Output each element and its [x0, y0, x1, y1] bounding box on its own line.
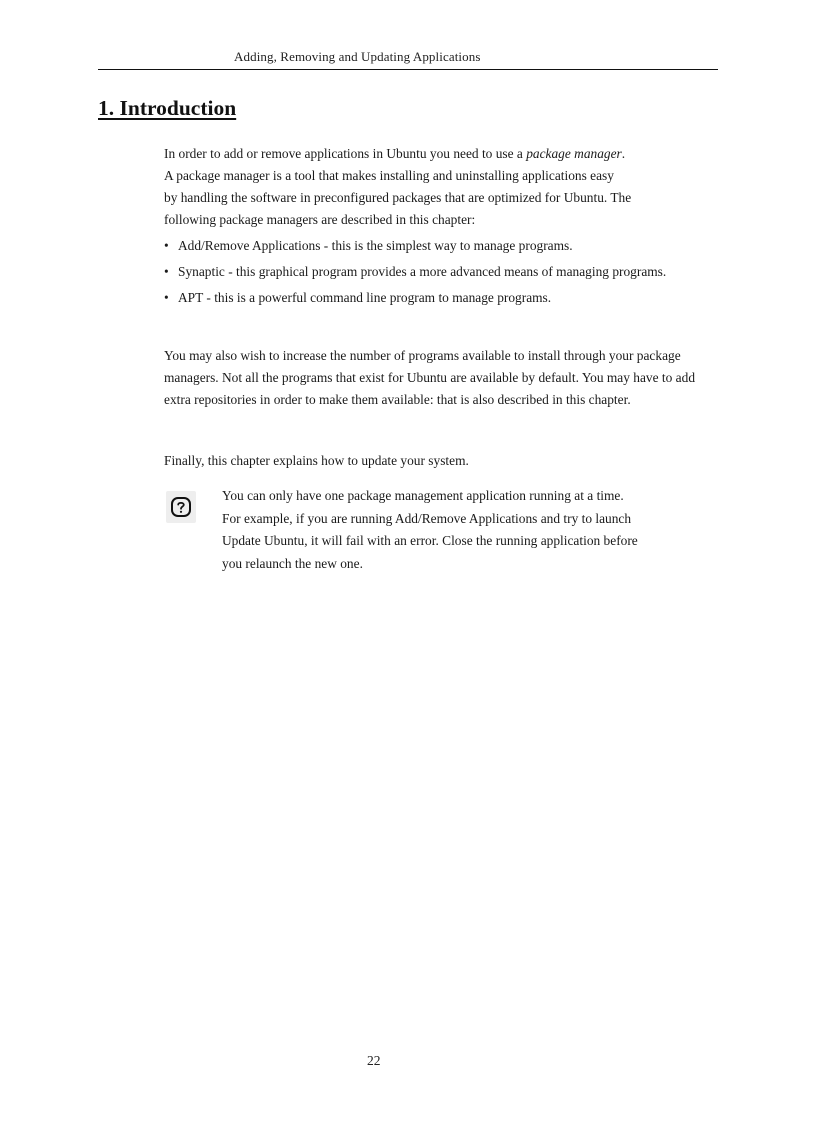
list-item-text: Add/Remove Applications - this is the simplest way to manage programs.: [178, 238, 573, 253]
bullet: •: [164, 264, 169, 279]
intro-line-2: A package manager is a tool that makes installing and uninstalling applications easy: [164, 168, 614, 183]
update-paragraph: Finally, this chapter explains how to update your system.: [164, 453, 469, 468]
intro-paragraph: [164, 143, 720, 231]
note-line-1: You can only have one package management application running at a time.: [222, 488, 624, 503]
package-manager-term: package manager: [526, 146, 622, 161]
question-mark-icon: [170, 496, 192, 518]
intro-line-4: following package managers are described in this chapter:: [164, 212, 476, 227]
list-item: [164, 287, 720, 309]
intro-line-1-text: In order to add or remove applications in Ubuntu you need to use a: [164, 146, 527, 161]
header-rule: [98, 69, 718, 70]
note-line-4: you relaunch the new one.: [222, 555, 363, 571]
note-icon-frame: [166, 491, 196, 523]
package-manager-list: [164, 235, 720, 313]
note-box: [164, 485, 720, 577]
list-item: [164, 261, 720, 283]
note-text: [222, 485, 720, 575]
list-item-text: APT - this is a powerful command line program to manage programs.: [178, 290, 552, 305]
list-item: [164, 235, 720, 257]
intro-line-1-end: .: [621, 146, 626, 161]
note-line-3: Update Ubuntu, it will fail with an error. Close the running application before: [222, 533, 638, 548]
chapter-title: 1. Introduction: [98, 96, 237, 120]
list-item-text: Synaptic - this graphical program provides a more advanced means of managing programs.: [178, 264, 667, 279]
running-header: Adding, Removing and Updating Applications: [234, 49, 481, 64]
intro-line-1: [164, 143, 720, 165]
repositories-paragraph: You may also wish to increase the number of programs available to install through your package managers. Not all the programs that exist for Ubuntu are available by default. You may have to add extra repositories in order to make them available: that is also described in this chapter.: [164, 348, 696, 407]
bullet: •: [164, 290, 169, 305]
intro-line-3: by handling the software in preconfigured packages that are optimized for Ubuntu. The: [164, 190, 632, 205]
note-line-2: For example, if you are running Add/Remove Applications and try to launch: [222, 510, 632, 526]
page-number: 22: [367, 1053, 381, 1068]
bullet: •: [164, 238, 169, 253]
